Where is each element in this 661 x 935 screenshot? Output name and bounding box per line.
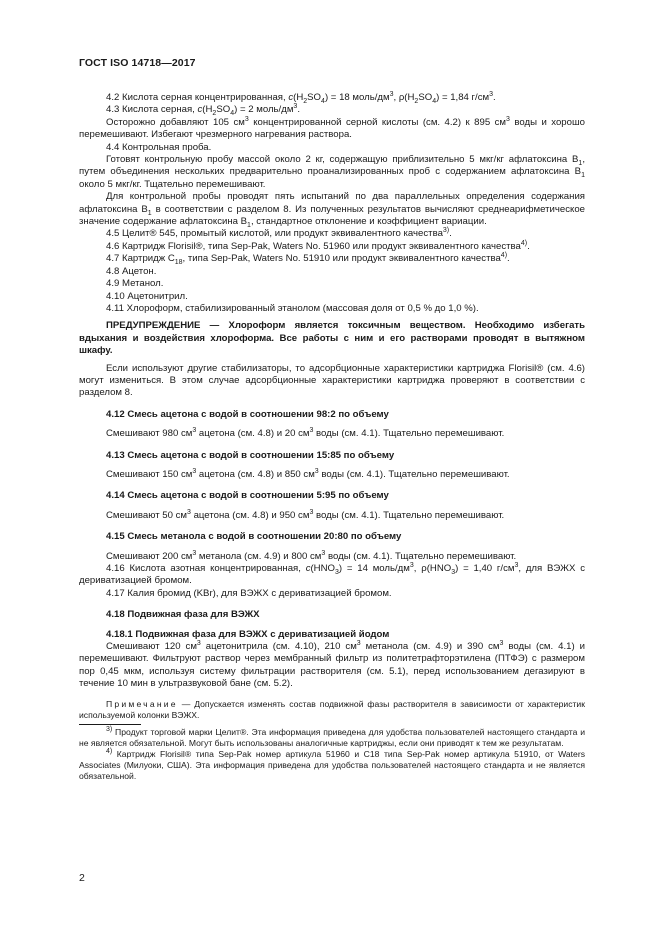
clause-4-5: 4.5 Целит® 545, промытый кислотой, или продукт эквивалентного качества$^{3)}$. [106,227,452,240]
heading-4-15: 4.15 Смесь метанола с водой в соотношении 20:80 по объему [106,531,402,543]
stabilizer-paragraph: Если используют другие стабилизаторы, то адсорбционные характеристики картриджа Florisil® (см. 4.6) могут измениться. В этом случае адсорбционные характеристики картриджа проверяют в соответствии с разделом 8. [79,362,585,399]
clause-4-4: 4.4 Контрольная проба. [106,141,212,153]
clause-4-3: 4.3 Кислота серная, $c(H_2SO_4) = 2$ моль/$дм^3$. [106,103,300,118]
page-number: 2 [79,872,85,884]
clause-4-17: 4.17 Калия бромид (KBr), для ВЭЖХ с дериватизацией бромом. [106,587,392,599]
mix-4-13: Смешивают 150 $см^3$ ацетона (см. 4.8) и 850 $см^3$ воды (см. 4.1). Тщательно перемешивают. [106,467,510,480]
control-paragraph-1: Готовят контрольную пробу массой около 2 кг, содержащую приблизительно 5 мкг/кг афлатоксина $B_1$, путем объединения нескольких предварительно проанализированных проб с содержанием афлатоксина $B_1$ около 5 мкг/кг. Тщательно перемешивают. [79,154,585,190]
note-label: Примечание [106,698,178,709]
clause-4-16: 4.16 Кислота азотная концентрированная, $c(HNO_3) = 14$ моль/$дм^3$, $\rho(HNO_3) = 1,40$ $г/см^3$, для ВЭЖХ с дериватизацией бромом. [79,561,586,587]
careful-paragraph: Осторожно добавляют 105 $см^3$ концентрированной серной кислоты (см. 4.2) к 895 $см^3$ воды и хорошо перемешивают. Избегают чрезмерного нагревания раствора. [79,115,585,141]
heading-4-12: 4.12 Смесь ацетона с водой в соотношении 98:2 по объему [106,408,389,420]
heading-4-13: 4.13 Смесь ацетона с водой в соотношении 15:85 по объему [106,449,395,461]
control-paragraph-2: Для контрольной пробы проводят пять испытаний по два параллельных определения содержания афлатоксина $B_1$ в соответствии с разделом 8. Из полученных результатов вычисляют среднеарифметическое значение содержание афлатоксина $B_1$, стандартное отклонение и коэффициент вариации. [79,191,585,229]
clause-4-10: 4.10 Ацетонитрил. [106,290,188,302]
clause-4-2: 4.2 Кислота серная концентрированная, $c(H_2SO_4) = 18$ моль/$дм^3$, $\rho(H_2SO_4) = 1,84$ $г/см^3$. [106,90,496,105]
note-paragraph: Примечание — Допускается изменять состав подвижной фазы растворителя в зависимости от характеристик используемой колонки ВЭЖХ. [79,698,585,720]
mix-4-14: Смешивают 50 $см^3$ ацетона (см. 4.8) и 950 $см^3$ воды (см. 4.1). Тщательно перемешивают. [106,508,505,521]
clause-4-8: 4.8 Ацетон. [106,265,157,277]
heading-4-14: 4.14 Смесь ацетона с водой в соотношении 5:95 по объему [106,490,389,502]
footnote-divider [79,724,141,725]
warning-paragraph: ПРЕДУПРЕЖДЕНИЕ — Хлороформ является токсичным веществом. Необходимо избегать вдыхания и воздействия хлороформа. Все работы с ним и его растворами проводят в вытяжном шкафу. [79,320,585,357]
mix-4-12: Смешивают 980 $см^3$ ацетона (см. 4.8) и 20 $см^3$ воды (см. 4.1). Тщательно перемешивают. [106,426,505,440]
clause-4-7: 4.7 Картридж $C_{18}$, типа Sep-Pak, Waters No. 51910 или продукт эквивалентного качества$^{4)}$. [106,252,510,267]
footnote-4: $^{4)}$ Картридж Florisil® типа Sep-Pak номер артикула 51960 и С18 типа Sep-Pak номер артикула 51910, от Waters Associates (Милуоки, США). Эта информация приведена для удобства пользователей настоящего стандарта и не является обязательной. [79,747,585,781]
mobile-phase-paragraph: Смешивают 120 $см^3$ ацетонитрила (см. 4.10), 210 $см^3$ метанола (см. 4.9) и 390 $см^3$ воды (см. 4.1) и перемешивают. Фильтруют раствор через мембранный фильтр из политетрафторэтилена (ПТФЭ) с размером пор 0,45 мкм, используя систему фильтрации растворителя (см. 5.1), перед использованием дегазируют в течение 10 мин в ультразвуковой бане (см. 5.2). [79,639,585,690]
page-body [79,92,585,782]
heading-4-18-1: 4.18.1 Подвижная фаза для ВЭЖХ с дериватизацией йодом [106,628,390,640]
document-header: ГОСТ ISO 14718—2017 [79,57,196,69]
footnote-3: $^{3)}$ Продукт торговой марки Целит®. Эта информация приведена для удобства пользователей настоящего стандарта и не является обязательной. Могут быть использованы аналогичные картриджы, если они приводят к тем же результатам. [79,725,585,748]
clause-4-11: 4.11 Хлороформ, стабилизированный этанолом (массовая доля от 0,5 % до 1,0 %). [106,302,479,314]
clause-4-9: 4.9 Метанол. [106,278,164,290]
heading-4-18: 4.18 Подвижная фаза для ВЭЖХ [106,609,260,621]
mix-4-15: Смешивают 200 $см^3$ метанола (см. 4.9) и 800 $см^3$ воды (см. 4.1). Тщательно перемешивают. [106,549,517,562]
clause-4-6: 4.6 Картридж Florisil®, типа Sep-Pak, Waters No. 51960 или продукт эквивалентного качества$^{4)}$. [106,239,530,252]
